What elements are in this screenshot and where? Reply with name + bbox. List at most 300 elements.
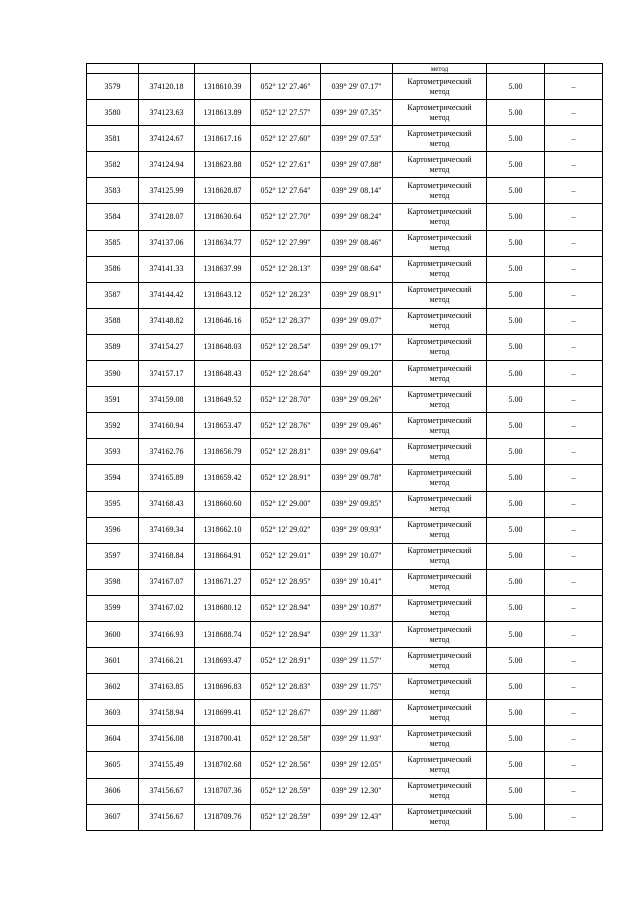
latitude-cell: 052° 12' 28.23" (251, 282, 321, 308)
x-coordinate-cell: 374157.17 (139, 361, 195, 387)
note-cell: – (545, 387, 603, 413)
method-label-line1: Картометрический (407, 520, 472, 530)
method-label-line1: Картометрический (407, 728, 472, 738)
latitude-cell: 052° 12' 27.46" (251, 74, 321, 100)
x-coordinate-cell: 374144.42 (139, 282, 195, 308)
table-row (87, 752, 603, 778)
longitude-cell: 039° 29' 11.93" (321, 726, 393, 752)
longitude-cell: 039° 29' 07.35" (321, 100, 393, 126)
coordinates-table (86, 63, 603, 831)
method-label-line1: Картометрический (407, 102, 472, 112)
method-label-line2: метод (429, 738, 450, 748)
longitude-cell: 039° 29' 09.07" (321, 308, 393, 334)
method-label-line2: метод (429, 504, 450, 514)
method-label-line1: Картометрический (407, 285, 472, 295)
method-label-line1: Картометрический (407, 572, 472, 582)
x-coordinate-cell: 374156.67 (139, 778, 195, 804)
point-number-cell: 3588 (87, 308, 139, 334)
y-coordinate-cell: 1318648.43 (195, 361, 251, 387)
longitude-cell: 039° 29' 11.57" (321, 648, 393, 674)
y-coordinate-cell: 1318659.42 (195, 465, 251, 491)
y-coordinate-cell: 1318688.74 (195, 621, 251, 647)
table-row (87, 74, 603, 100)
latitude-cell: 052° 12' 28.83" (251, 674, 321, 700)
note-cell: – (545, 674, 603, 700)
method-label-line2: метод (429, 712, 450, 722)
table-row (87, 282, 603, 308)
method-cell (393, 752, 487, 778)
method-cell (393, 178, 487, 204)
method-cell (393, 648, 487, 674)
accuracy-cell: 5.00 (487, 126, 545, 152)
note-cell: – (545, 152, 603, 178)
point-number-cell: 3600 (87, 621, 139, 647)
point-number-cell: 3584 (87, 204, 139, 230)
method-label-line2: метод (429, 530, 450, 540)
method-label-line1: Картометрический (407, 259, 472, 269)
note-cell: – (545, 334, 603, 360)
method-label-line1: Картометрический (407, 363, 472, 373)
table-row (87, 491, 603, 517)
method-cell (393, 595, 487, 621)
method-label-line1: Картометрический (407, 650, 472, 660)
longitude-cell: 039° 29' 09.46" (321, 413, 393, 439)
latitude-cell: 052° 12' 27.60" (251, 126, 321, 152)
point-number-cell: 3599 (87, 595, 139, 621)
method-label-line1: Картометрический (407, 702, 472, 712)
longitude-cell: 039° 29' 09.20" (321, 361, 393, 387)
table-cell (195, 64, 251, 74)
latitude-cell: 052° 12' 27.61" (251, 152, 321, 178)
point-number-cell: 3589 (87, 334, 139, 360)
longitude-cell: 039° 29' 12.43" (321, 804, 393, 830)
accuracy-cell: 5.00 (487, 726, 545, 752)
accuracy-cell: 5.00 (487, 100, 545, 126)
table-row (87, 621, 603, 647)
point-number-cell: 3606 (87, 778, 139, 804)
method-label-line2: метод (429, 321, 450, 331)
note-cell: – (545, 178, 603, 204)
note-cell: – (545, 282, 603, 308)
latitude-cell: 052° 12' 28.37" (251, 308, 321, 334)
table-row (87, 439, 603, 465)
note-cell: – (545, 752, 603, 778)
latitude-cell: 052° 12' 28.13" (251, 256, 321, 282)
latitude-cell: 052° 12' 28.70" (251, 387, 321, 413)
longitude-cell: 039° 29' 12.05" (321, 752, 393, 778)
note-cell: – (545, 517, 603, 543)
longitude-cell: 039° 29' 07.88" (321, 152, 393, 178)
longitude-cell: 039° 29' 10.87" (321, 595, 393, 621)
longitude-cell: 039° 29' 09.78" (321, 465, 393, 491)
table-cell (321, 64, 393, 74)
x-coordinate-cell: 374148.82 (139, 308, 195, 334)
accuracy-cell: 5.00 (487, 700, 545, 726)
method-cell (393, 204, 487, 230)
table-cell (87, 64, 139, 74)
longitude-cell: 039° 29' 09.93" (321, 517, 393, 543)
point-number-cell: 3579 (87, 74, 139, 100)
note-cell: – (545, 700, 603, 726)
table-row (87, 334, 603, 360)
point-number-cell: 3586 (87, 256, 139, 282)
point-number-cell: 3591 (87, 387, 139, 413)
method-cell (393, 387, 487, 413)
note-cell: – (545, 204, 603, 230)
note-cell: – (545, 256, 603, 282)
longitude-cell: 039° 29' 09.26" (321, 387, 393, 413)
latitude-cell: 052° 12' 28.91" (251, 648, 321, 674)
method-label-line2: метод (429, 86, 450, 96)
y-coordinate-cell: 1318610.39 (195, 74, 251, 100)
table-row (87, 204, 603, 230)
latitude-cell: 052° 12' 27.57" (251, 100, 321, 126)
method-cell: метод (393, 64, 487, 74)
method-cell (393, 674, 487, 700)
x-coordinate-cell: 374167.07 (139, 569, 195, 595)
x-coordinate-cell: 374155.49 (139, 752, 195, 778)
accuracy-cell: 5.00 (487, 621, 545, 647)
method-cell (393, 439, 487, 465)
method-label-line2: метод (429, 399, 450, 409)
method-label-line2: метод (429, 791, 450, 801)
method-cell (393, 621, 487, 647)
x-coordinate-cell: 374168.43 (139, 491, 195, 517)
latitude-cell: 052° 12' 28.67" (251, 700, 321, 726)
table-row (87, 804, 603, 830)
longitude-cell: 039° 29' 11.88" (321, 700, 393, 726)
accuracy-cell: 5.00 (487, 465, 545, 491)
y-coordinate-cell: 1318656.79 (195, 439, 251, 465)
method-cell (393, 282, 487, 308)
table-row (87, 726, 603, 752)
method-label-line2: метод (429, 634, 450, 644)
method-label-line2: метод (429, 764, 450, 774)
latitude-cell: 052° 12' 28.94" (251, 621, 321, 647)
method-label-line1: Картометрический (407, 415, 472, 425)
point-number-cell: 3593 (87, 439, 139, 465)
y-coordinate-cell: 1318653.47 (195, 413, 251, 439)
point-number-cell: 3603 (87, 700, 139, 726)
method-cell (393, 361, 487, 387)
method-cell (393, 100, 487, 126)
x-coordinate-cell: 374124.94 (139, 152, 195, 178)
table-row (87, 361, 603, 387)
longitude-cell: 039° 29' 09.64" (321, 439, 393, 465)
latitude-cell: 052° 12' 28.56" (251, 752, 321, 778)
accuracy-cell: 5.00 (487, 387, 545, 413)
y-coordinate-cell: 1318662.10 (195, 517, 251, 543)
table-row (87, 126, 603, 152)
x-coordinate-cell: 374168.84 (139, 543, 195, 569)
x-coordinate-cell: 374159.08 (139, 387, 195, 413)
note-cell: – (545, 491, 603, 517)
latitude-cell: 052° 12' 29.01" (251, 543, 321, 569)
method-cell (393, 413, 487, 439)
x-coordinate-cell: 374141.33 (139, 256, 195, 282)
method-label-line1: Картометрический (407, 389, 472, 399)
x-coordinate-cell: 374137.06 (139, 230, 195, 256)
x-coordinate-cell: 374123.63 (139, 100, 195, 126)
method-label-line2: метод (429, 425, 450, 435)
longitude-cell: 039° 29' 07.53" (321, 126, 393, 152)
point-number-cell: 3595 (87, 491, 139, 517)
table-row (87, 648, 603, 674)
method-cell (393, 126, 487, 152)
note-cell: – (545, 621, 603, 647)
x-coordinate-cell: 374162.76 (139, 439, 195, 465)
point-number-cell: 3601 (87, 648, 139, 674)
latitude-cell: 052° 12' 28.81" (251, 439, 321, 465)
latitude-cell: 052° 12' 28.95" (251, 569, 321, 595)
method-cell (393, 517, 487, 543)
table-row (87, 700, 603, 726)
point-number-cell: 3582 (87, 152, 139, 178)
method-label-line1: Картометрический (407, 76, 472, 86)
longitude-cell: 039° 29' 08.64" (321, 256, 393, 282)
x-coordinate-cell: 374166.93 (139, 621, 195, 647)
longitude-cell: 039° 29' 08.14" (321, 178, 393, 204)
y-coordinate-cell: 1318646.16 (195, 308, 251, 334)
accuracy-cell: 5.00 (487, 178, 545, 204)
method-label-line1: Картометрический (407, 337, 472, 347)
y-coordinate-cell: 1318709.76 (195, 804, 251, 830)
x-coordinate-cell: 374156.67 (139, 804, 195, 830)
x-coordinate-cell: 374169.34 (139, 517, 195, 543)
accuracy-cell: 5.00 (487, 308, 545, 334)
y-coordinate-cell: 1318700.41 (195, 726, 251, 752)
accuracy-cell: 5.00 (487, 517, 545, 543)
method-cell (393, 491, 487, 517)
note-cell: – (545, 648, 603, 674)
latitude-cell: 052° 12' 28.76" (251, 413, 321, 439)
method-label-line1: Картометрический (407, 207, 472, 217)
y-coordinate-cell: 1318680.12 (195, 595, 251, 621)
table-row (87, 595, 603, 621)
latitude-cell: 052° 12' 28.58" (251, 726, 321, 752)
note-cell: – (545, 100, 603, 126)
accuracy-cell: 5.00 (487, 752, 545, 778)
longitude-cell: 039° 29' 09.85" (321, 491, 393, 517)
x-coordinate-cell: 374125.99 (139, 178, 195, 204)
accuracy-cell: 5.00 (487, 674, 545, 700)
table-row (87, 517, 603, 543)
longitude-cell: 039° 29' 12.30" (321, 778, 393, 804)
latitude-cell: 052° 12' 28.59" (251, 804, 321, 830)
accuracy-cell: 5.00 (487, 204, 545, 230)
method-label-line2: метод (429, 347, 450, 357)
table-row (87, 178, 603, 204)
method-cell (393, 804, 487, 830)
method-label-line1: Картометрический (407, 467, 472, 477)
method-label-line2: метод (429, 660, 450, 670)
note-cell: – (545, 361, 603, 387)
point-number-cell: 3587 (87, 282, 139, 308)
method-label-line2: метод (429, 295, 450, 305)
method-cell (393, 465, 487, 491)
method-cell (393, 152, 487, 178)
method-cell (393, 778, 487, 804)
longitude-cell: 039° 29' 08.91" (321, 282, 393, 308)
table-row (87, 569, 603, 595)
method-label-line1: Картометрический (407, 598, 472, 608)
latitude-cell: 052° 12' 27.70" (251, 204, 321, 230)
longitude-cell: 039° 29' 11.75" (321, 674, 393, 700)
method-label-line2: метод (429, 451, 450, 461)
latitude-cell: 052° 12' 28.54" (251, 334, 321, 360)
note-cell: – (545, 74, 603, 100)
accuracy-cell: 5.00 (487, 334, 545, 360)
point-number-cell: 3604 (87, 726, 139, 752)
x-coordinate-cell: 374160.94 (139, 413, 195, 439)
point-number-cell: 3580 (87, 100, 139, 126)
latitude-cell: 052° 12' 28.59" (251, 778, 321, 804)
point-number-cell: 3605 (87, 752, 139, 778)
table-row (87, 413, 603, 439)
method-cell (393, 726, 487, 752)
y-coordinate-cell: 1318707.36 (195, 778, 251, 804)
y-coordinate-cell: 1318634.77 (195, 230, 251, 256)
table-row (87, 387, 603, 413)
x-coordinate-cell: 374154.27 (139, 334, 195, 360)
y-coordinate-cell: 1318613.89 (195, 100, 251, 126)
y-coordinate-cell: 1318623.88 (195, 152, 251, 178)
method-cell (393, 700, 487, 726)
note-cell: – (545, 778, 603, 804)
method-label-line1: Картометрический (407, 154, 472, 164)
method-label-line1: Картометрический (407, 781, 472, 791)
point-number-cell: 3607 (87, 804, 139, 830)
accuracy-cell: 5.00 (487, 413, 545, 439)
accuracy-cell: 5.00 (487, 569, 545, 595)
method-label-line2: метод (429, 582, 450, 592)
y-coordinate-cell: 1318617.16 (195, 126, 251, 152)
method-label-line1: Картометрический (407, 624, 472, 634)
method-label-line2: метод (429, 190, 450, 200)
point-number-cell: 3581 (87, 126, 139, 152)
method-label-line1: Картометрический (407, 233, 472, 243)
latitude-cell: 052° 12' 27.64" (251, 178, 321, 204)
longitude-cell: 039° 29' 08.24" (321, 204, 393, 230)
table-cell (139, 64, 195, 74)
longitude-cell: 039° 29' 09.17" (321, 334, 393, 360)
note-cell: – (545, 465, 603, 491)
method-cell (393, 74, 487, 100)
method-label-line2: метод (429, 217, 450, 227)
y-coordinate-cell: 1318630.64 (195, 204, 251, 230)
longitude-cell: 039° 29' 10.41" (321, 569, 393, 595)
x-coordinate-cell: 374166.21 (139, 648, 195, 674)
y-coordinate-cell: 1318693.47 (195, 648, 251, 674)
x-coordinate-cell: 374167.02 (139, 595, 195, 621)
method-cell (393, 308, 487, 334)
accuracy-cell: 5.00 (487, 256, 545, 282)
method-label-line2: метод (429, 112, 450, 122)
x-coordinate-cell: 374163.85 (139, 674, 195, 700)
method-label-line2: метод (429, 243, 450, 253)
accuracy-cell: 5.00 (487, 648, 545, 674)
accuracy-cell: 5.00 (487, 804, 545, 830)
latitude-cell: 052° 12' 28.91" (251, 465, 321, 491)
method-cell (393, 334, 487, 360)
table-row (87, 465, 603, 491)
latitude-cell: 052° 12' 29.02" (251, 517, 321, 543)
table-row (87, 778, 603, 804)
accuracy-cell: 5.00 (487, 230, 545, 256)
point-number-cell: 3598 (87, 569, 139, 595)
method-label-line1: Картометрический (407, 441, 472, 451)
method-label-line2: метод (429, 138, 450, 148)
point-number-cell: 3602 (87, 674, 139, 700)
y-coordinate-cell: 1318628.87 (195, 178, 251, 204)
longitude-cell: 039° 29' 07.17" (321, 74, 393, 100)
x-coordinate-cell: 374128.07 (139, 204, 195, 230)
accuracy-cell: 5.00 (487, 543, 545, 569)
point-number-cell: 3590 (87, 361, 139, 387)
note-cell: – (545, 726, 603, 752)
point-number-cell: 3592 (87, 413, 139, 439)
method-label-line2: метод (429, 556, 450, 566)
x-coordinate-cell: 374158.94 (139, 700, 195, 726)
method-cell (393, 230, 487, 256)
table-row (87, 152, 603, 178)
note-cell: – (545, 569, 603, 595)
y-coordinate-cell: 1318696.83 (195, 674, 251, 700)
accuracy-cell: 5.00 (487, 74, 545, 100)
table-cell (251, 64, 321, 74)
y-coordinate-cell: 1318660.60 (195, 491, 251, 517)
point-number-cell: 3597 (87, 543, 139, 569)
table-row (87, 543, 603, 569)
y-coordinate-cell: 1318643.12 (195, 282, 251, 308)
method-label-line2: метод (429, 269, 450, 279)
latitude-cell: 052° 12' 29.00" (251, 491, 321, 517)
note-cell: – (545, 543, 603, 569)
method-label-line1: Картометрический (407, 128, 472, 138)
accuracy-cell: 5.00 (487, 152, 545, 178)
note-cell: – (545, 230, 603, 256)
method-label-line1: Картометрический (407, 807, 472, 817)
accuracy-cell: 5.00 (487, 282, 545, 308)
y-coordinate-cell: 1318671.27 (195, 569, 251, 595)
y-coordinate-cell: 1318648.03 (195, 334, 251, 360)
note-cell: – (545, 413, 603, 439)
note-cell: – (545, 126, 603, 152)
method-label-line2: метод (429, 373, 450, 383)
latitude-cell: 052° 12' 28.94" (251, 595, 321, 621)
x-coordinate-cell: 374124.67 (139, 126, 195, 152)
method-label-line1: Картометрический (407, 494, 472, 504)
table-cell (487, 64, 545, 74)
table-row (87, 674, 603, 700)
point-number-cell: 3594 (87, 465, 139, 491)
accuracy-cell: 5.00 (487, 595, 545, 621)
note-cell: – (545, 595, 603, 621)
method-cell (393, 256, 487, 282)
x-coordinate-cell: 374120.18 (139, 74, 195, 100)
y-coordinate-cell: 1318649.52 (195, 387, 251, 413)
longitude-cell: 039° 29' 08.46" (321, 230, 393, 256)
method-label-line2: метод (429, 817, 450, 827)
method-label-line1: Картометрический (407, 754, 472, 764)
method-label-line2: метод (429, 686, 450, 696)
accuracy-cell: 5.00 (487, 491, 545, 517)
x-coordinate-cell: 374165.89 (139, 465, 195, 491)
latitude-cell: 052° 12' 27.99" (251, 230, 321, 256)
table-row (87, 100, 603, 126)
accuracy-cell: 5.00 (487, 778, 545, 804)
method-label-line1: Картометрический (407, 311, 472, 321)
